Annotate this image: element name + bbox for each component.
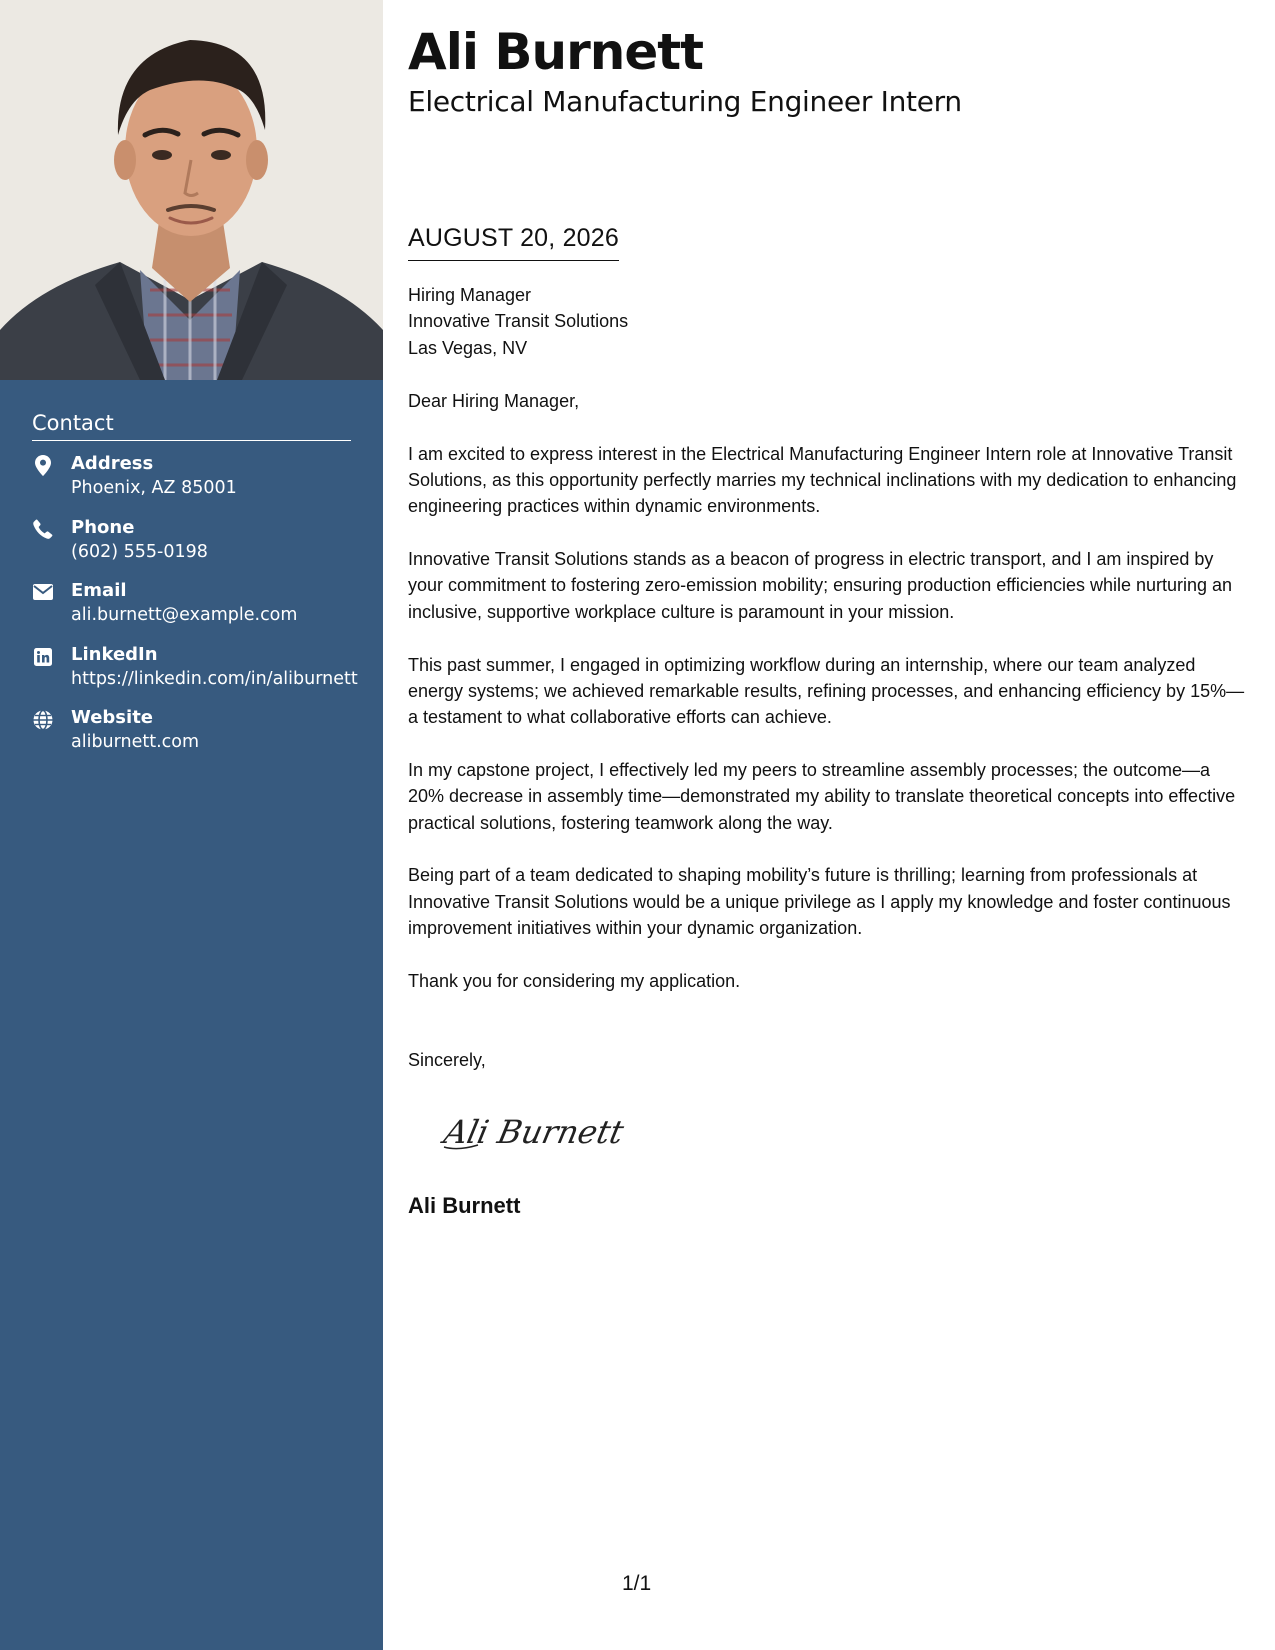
contact-heading: Contact [32, 411, 351, 441]
contact-phone [32, 515, 351, 579]
phone-value: (602) 555-0198 [71, 541, 208, 562]
email-link[interactable]: ali.burnett@example.com [71, 605, 298, 626]
recipient-company: Innovative Transit Solutions [408, 311, 629, 332]
recipient-title: Hiring Manager [408, 285, 532, 305]
contact-linkedin [32, 642, 358, 706]
contact-label: Address [71, 453, 154, 475]
paragraph: Thank you for considering my application. [408, 970, 741, 991]
profile-photo [0, 0, 383, 380]
page-number: 1/1 [622, 1572, 652, 1595]
sidebar [0, 0, 383, 1650]
contact-section [32, 411, 358, 769]
contact-website [32, 705, 351, 769]
globe-icon [32, 709, 54, 731]
phone-icon [32, 519, 54, 541]
contact-label: Website [71, 707, 154, 729]
paragraph: In my capstone project, I effectively led my peers to streamline assembly processes; the outcome—a 20% decrease in assembly time—demonstrated my ability to translate theoretical concepts into effective practical solutions, fostering teamwork along the way. [408, 759, 1236, 833]
envelope-icon [32, 582, 54, 604]
contact-label: Phone [71, 516, 135, 538]
paragraph: I am excited to express interest in the Electrical Manufacturing Engineer Intern role at Innovative Transit Solutions, as this opportunity perfectly marries my technical inclinations with my dedication to enhancing engineering practices within dynamic environments. [408, 443, 1237, 517]
recipient-block [408, 282, 628, 361]
applicant-role: Electrical Manufacturing Engineer Intern [408, 85, 962, 118]
handwritten-signature [438, 1107, 638, 1155]
applicant-name: Ali Burnett [408, 23, 704, 81]
salutation: Dear Hiring Manager, [408, 391, 580, 411]
contact-address [32, 451, 351, 515]
letter-date: AUGUST 20, 2026 [408, 222, 619, 261]
svg-text:Ali Burnett: Ali Burnett [440, 1113, 628, 1151]
closing: Sincerely, [408, 1050, 486, 1070]
contact-email [32, 578, 351, 642]
location-pin-icon [32, 455, 54, 477]
website-link[interactable]: aliburnett.com [71, 732, 200, 753]
contact-label: LinkedIn [71, 643, 158, 665]
paragraph: Innovative Transit Solutions stands as a beacon of progress in electric transport, and I am inspired by your commitment to fostering zero-emission mobility; ensuring production efficiencies while nurturing an inclusive, supportive workplace culture is paramount in your mission. [408, 549, 1233, 622]
paragraph: This past summer, I engaged in optimizing workflow during an internship, where our team analyzed energy systems; we achieved remarkable results, refining processes, and enhancing efficiency by 15%—a testament to what collaborative efforts can achieve. [408, 654, 1245, 728]
linkedin-link[interactable]: https://linkedin.com/in/aliburnett [71, 668, 358, 689]
letter-body [408, 388, 1248, 1021]
signed-name: Ali Burnett [408, 1193, 521, 1218]
paragraph: Being part of a team dedicated to shaping mobility’s future is thrilling; learning from professionals at Innovative Transit Solutions would be a unique privilege as I apply my knowledge and foster continuous improvement initiatives within your dynamic organization. [408, 865, 1231, 938]
recipient-location: Las Vegas, NV [408, 337, 528, 358]
contact-label: Email [71, 580, 127, 602]
linkedin-icon [32, 646, 54, 668]
address-value: Phoenix, AZ 85001 [71, 478, 237, 499]
